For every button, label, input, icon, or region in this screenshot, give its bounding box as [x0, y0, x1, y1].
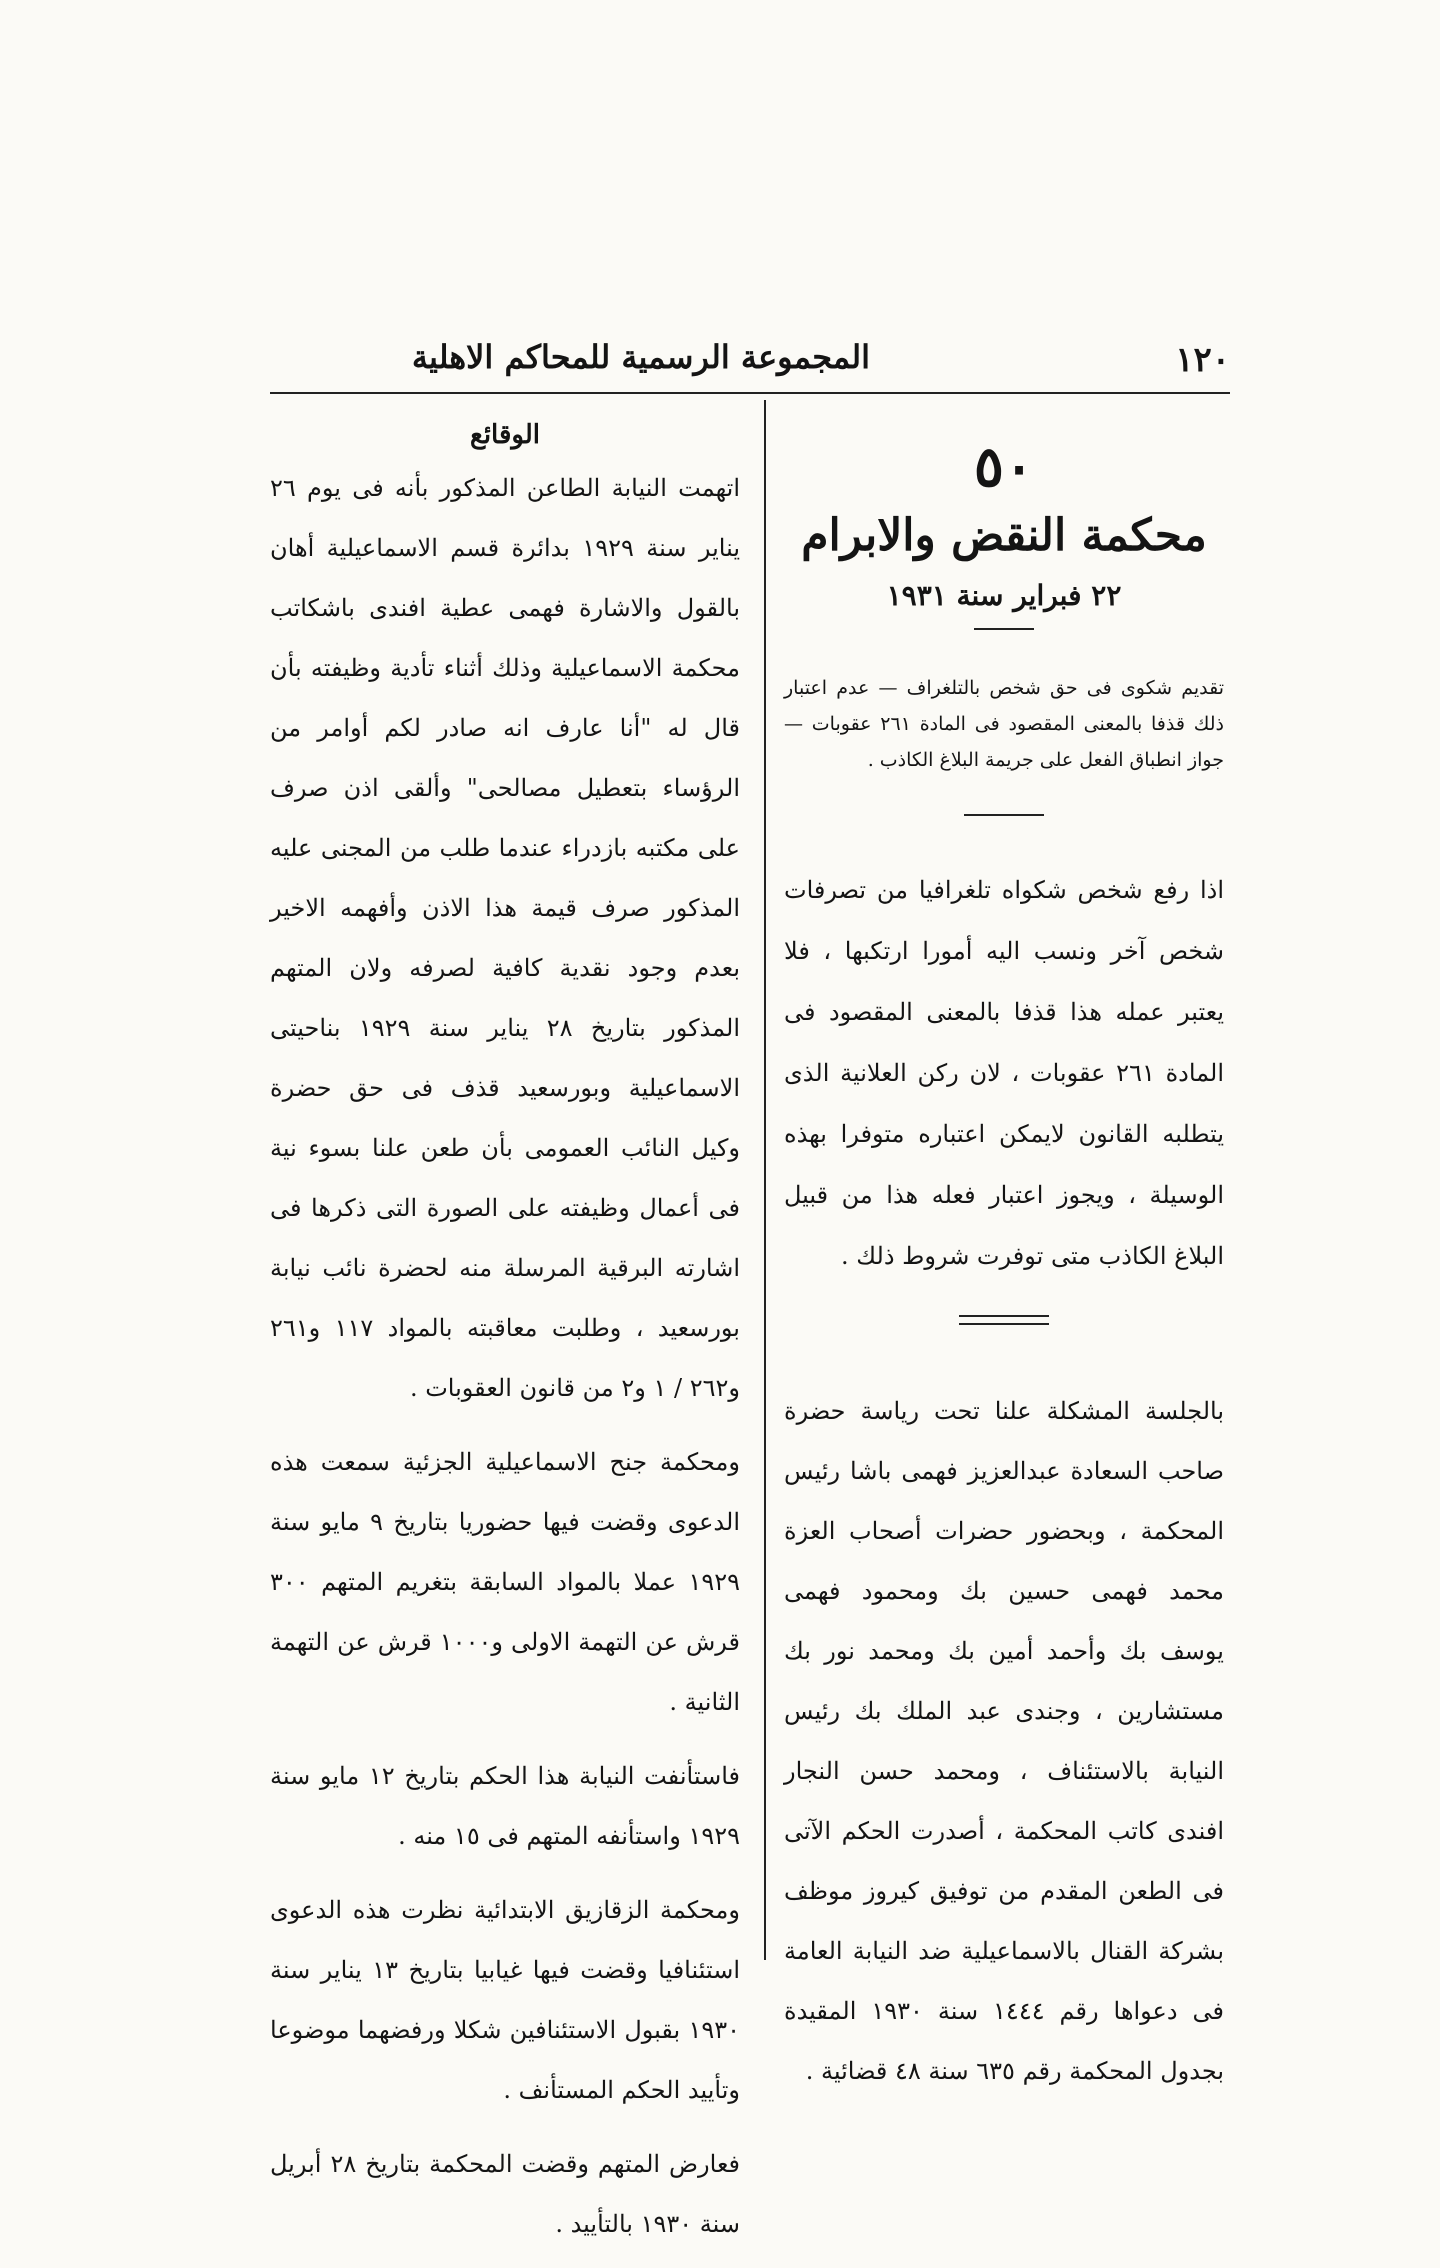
case-summary: تقديم شكوى فى حق شخص بالتلغراف — عدم اعتبار ذلك قذفا بالمعنى المقصود فى المادة ٢٦١ عقوبات — جواز انطباق الفعل على جريمة البلاغ الكاذب .: [784, 677, 1224, 771]
facts-paragraph: ومحكمة جنح الاسماعيلية الجزئية سمعت هذه الدعوى وقضت فيها حضوريا بتاريخ ٩ مايو سنة ١٩٢٩ عملا بالمواد السابقة بتغريم المتهم ٣٠٠ قرش عن التهمة الاولى و١٠٠٠ قرش عن التهمة الثانية .: [270, 1448, 741, 1716]
facts-paragraph: اتهمت النيابة الطاعن المذكور بأنه فى يوم ٢٦ يناير سنة ١٩٢٩ بدائرة قسم الاسماعيلية أهان بالقول والاشارة فهمى عطية افندى باشكاتب محكمة الاسماعيلية وذلك أثناء تأدية وظيفته بأن قال له "أنا عارف انه صادر لكم أوامر من الرؤساء بتعطيل مصالحى" وألقى اذن صرف على مكتبه بازدراء عندما طلب من المجنى عليه المذكور صرف قيمة هذا الاذن وأفهمه الاخير بعدم وجود نقدية كافية لصرفه ولان المتهم المذكور بتاريخ ٢٨ يناير سنة ١٩٢٩ بناحيتى الاسماعيلية وبورسعيد قذف فى حق حضرة وكيل النائب العمومى بأن طعن علنا بسوء نية فى أعمال وظيفته على الصورة التى ذكرها فى اشارته البرقية المرسلة منه لحضرة نائب نيابة بورسعيد ، وطلبت معاقبته بالمواد ١١٧ و٢٦١ و٢٦٢ / ١ و٢ من قانون العقوبات .: [270, 474, 741, 1402]
court-name: محكمة النقض والابرام: [801, 510, 1207, 561]
facts-heading: الوقائع: [469, 420, 540, 450]
ruling-column: [784, 410, 1224, 2101]
header-rule: [270, 392, 1230, 394]
facts-column: [270, 420, 740, 2268]
divider-short: [974, 628, 1034, 630]
page-number: ١٢٠: [1175, 340, 1230, 380]
session-paragraph: بالجلسة المشكلة علنا تحت رياسة حضرة صاحب السعادة عبدالعزيز فهمى باشا رئيس المحكمة ، وبحضور حضرات أصحاب العزة محمد فهمى حسين بك ومحمود فهمى يوسف بك وأحمد أمين بك ومحمد نور بك مستشارين ، وجندى عبد الملك بك رئيس النيابة بالاستئناف ، ومحمد حسن النجار افندى كاتب المحكمة ، أصدرت الحكم الآتى فى الطعن المقدم من توفيق كيروز موظف بشركة القنال بالاسماعيلية ضد النيابة العامة فى دعواها رقم ١٤٤٤ سنة ١٩٣٠ المقيدة بجدول المحكمة رقم ٦٣٥ سنة ٤٨ قضائية .: [784, 1397, 1224, 2085]
case-number: ٥٠: [973, 434, 1035, 500]
divider-mid: [964, 814, 1044, 816]
facts-paragraph: فاستأنفت النيابة هذا الحكم بتاريخ ١٢ مايو سنة ١٩٢٩ واستأنفه المتهم فى ١٥ منه .: [270, 1762, 740, 1850]
divider-double: [959, 1315, 1049, 1325]
running-title: المجموعة الرسمية للمحاكم الاهلية: [411, 338, 870, 376]
facts-paragraph: فعارض المتهم وقضت المحكمة بتاريخ ٢٨ أبريل سنة ١٩٣٠ بالتأييد .: [270, 2150, 741, 2238]
page-header: [270, 330, 1230, 390]
case-date: ٢٢ فبراير سنة ١٩٣١: [886, 579, 1122, 612]
column-divider: [764, 400, 766, 1960]
legal-principle: اذا رفع شخص شكواه تلغرافيا من تصرفات شخص آخر ونسب اليه أمورا ارتكبها ، فلا يعتبر عمله هذا قذفا بالمعنى المقصود فى المادة ٢٦١ عقوبات ، لان ركن العلانية الذى يتطلبه القانون لايمكن اعتباره متوفرا بهذه الوسيلة ، ويجوز اعتبار فعله هذا من قبيل البلاغ الكاذب متى توفرت شروط ذلك .: [784, 876, 1224, 1270]
facts-paragraph: ومحكمة الزقازيق الابتدائية نظرت هذه الدعوى استئنافيا وقضت فيها غيابيا بتاريخ ١٣ يناير سنة ١٩٣٠ بقبول الاستئنافين شكلا ورفضهما موضوعا وتأييد الحكم المستأنف .: [270, 1896, 741, 2104]
